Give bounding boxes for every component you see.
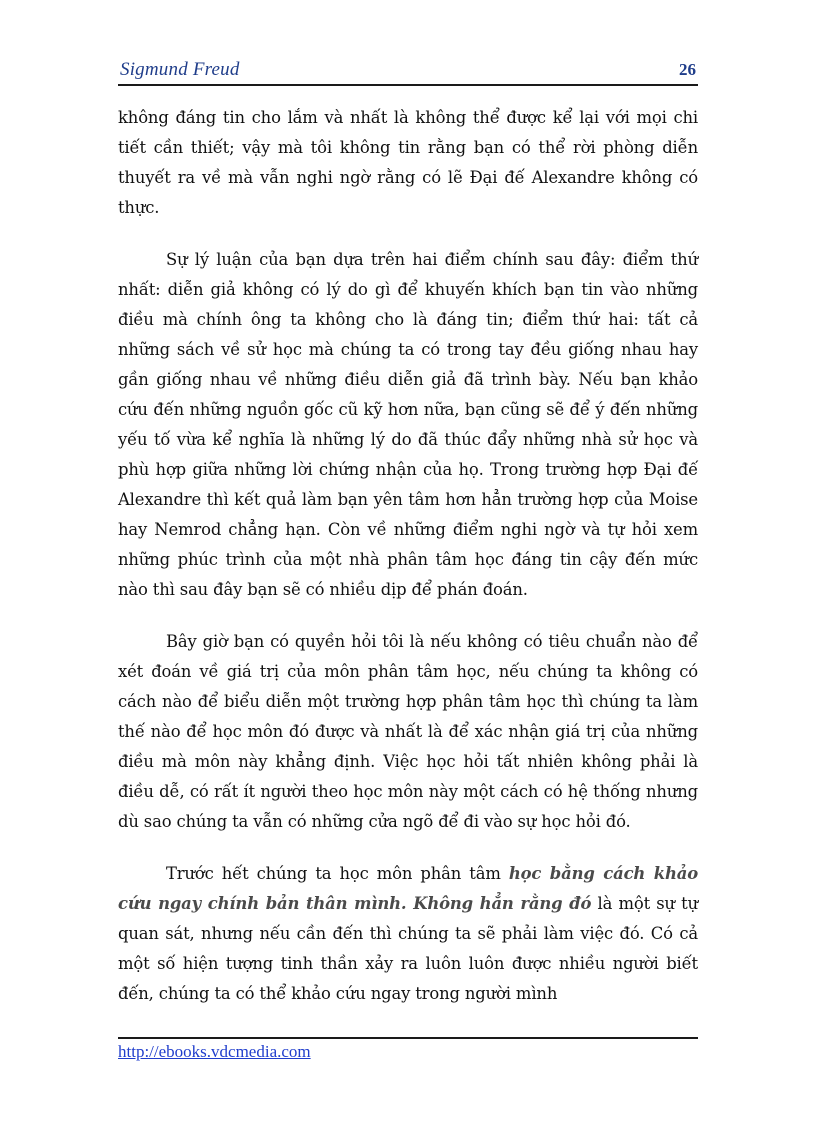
footer-divider [118, 1037, 698, 1039]
paragraph-1: không đáng tin cho lắm và nhất là không thể được kể lại với mọi chi tiết cần thiết; vậy mà tôi không tin rằng bạn có thể rời phòng diễn thuyết ra về mà vẫn nghi ngờ rằng có lẽ Đại đế Alexandre không có thực. [118, 108, 698, 217]
paragraph-4-emphasis: học bằng cách khảo cứu ngay chính bản thân mình. Không hẳn rằng đó [118, 864, 699, 913]
paragraph-2: Sự lý luận của bạn dựa trên hai điểm chính sau đây: điểm thứ nhất: diễn giả không có lý do gì để khuyến khích bạn tin vào những điều mà chính ông ta không cho là đáng tin; điểm thứ hai: tất cả những sách về sử học mà chúng ta có trong tay đều giống nhau hay gần giống nhau về những điều diễn giả đã trình bày. Nếu bạn khảo cứu đến những nguồn gốc cũ kỹ hơn nữa, bạn cũng sẽ để ý đến những yếu tố vừa kể nghĩa là những lý do đã thúc đẩy những nhà sử học và phù hợp giữa những lời chứng nhận của họ. Trong trường hợp Đại đế Alexandre thì kết quả làm bạn yên tâm hơn hẳn trường hợp của Moise hay Nemrod chẳng hạn. Còn về những điểm nghi ngờ và tự hỏi xem những phúc trình của một nhà phân tâm học đáng tin cậy đến mức nào thì sau đây bạn sẽ có nhiều dịp để phán đoán. [118, 250, 698, 599]
paragraph-4-start: Trước hết chúng ta học môn phân tâm [166, 864, 509, 883]
header-author: Sigmund Freud [120, 59, 240, 80]
footer-link[interactable]: http://ebooks.vdcmedia.com [118, 1042, 311, 1061]
page-number: 26 [679, 60, 696, 79]
page-body [118, 103, 698, 1009]
paragraph-4 [118, 859, 698, 1009]
page-header [118, 58, 698, 86]
paragraph-4-end: là một sự tự quan sát, nhưng nếu cần đến thì chúng ta sẽ phải làm việc đó. Có cả một số hiện tượng tinh thần xảy ra luôn luôn được nhiều người biết đến, chúng ta có thể khảo cứu ngay trong người mình [118, 894, 699, 1003]
paragraph-3: Bây giờ bạn có quyền hỏi tôi là nếu không có tiêu chuẩn nào để xét đoán về giá trị của môn phân tâm học, nếu chúng ta không có cách nào để biểu diễn một trường hợp phân tâm học thì chúng ta làm thế nào để học môn đó được và nhất là để xác nhận giá trị của những điều mà môn này khẳng định. Việc học hỏi tất nhiên không phải là điều dễ, có rất ít người theo học môn này một cách có hệ thống nhưng dù sao chúng ta vẫn có những cửa ngõ để đi vào sự học hỏi đó. [118, 632, 698, 831]
